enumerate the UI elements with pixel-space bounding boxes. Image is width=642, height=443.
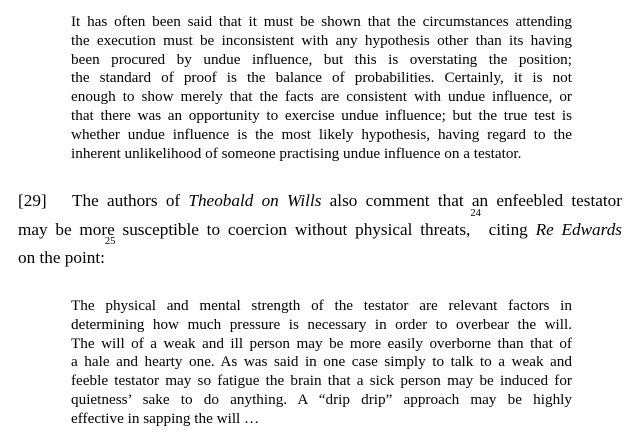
paragraph-number: [29]	[18, 191, 47, 210]
paragraph-text: on the point:	[18, 248, 105, 267]
paragraph-text: may be more susceptible to coercion without physical threats,	[18, 219, 471, 239]
quote-line: the execution must be inconsistent with any hypothesis other than its having	[71, 31, 572, 49]
paragraph-29	[18, 187, 622, 273]
paragraph-text: The authors of	[72, 191, 189, 210]
paragraph-line	[18, 187, 622, 216]
quote-line: It has often been said that it must be shown that the circumstances attending	[71, 13, 572, 30]
quote-line: feeble testator may so fatigue the brain that a sick person may be induced for	[71, 372, 572, 390]
quote-line: inherent unlikelihood of someone practising undue influence on a testator.	[71, 144, 522, 162]
quote-line: The physical and mental strength of the testator are relevant factors in	[71, 297, 572, 314]
quote-line: been procured by undue influence, but this is overstating the position;	[71, 50, 572, 68]
block-quote-standard-of-proof	[71, 13, 572, 163]
quote-line: quietness’ sake to do anything. A “drip drip” approach may be highly	[71, 390, 572, 408]
quote-line: determining how much pressure is necessary in order to overbear the will.	[71, 315, 572, 333]
footnote-ref-25[interactable]: 25	[104, 236, 116, 247]
quote-line: enough to show merely that the facts are consistent with undue influence, or	[71, 88, 572, 106]
footnote-ref-24[interactable]: 24	[470, 207, 481, 219]
case-name: Re Edwards	[535, 219, 622, 239]
book-title: Theobald on Wills	[188, 191, 322, 210]
quote-line: whether undue influence is the most likely hypothesis, having regard to the	[71, 125, 572, 143]
paragraph-line	[18, 236, 622, 273]
block-quote-physical-mental-strength	[71, 297, 572, 429]
paragraph-text: citing	[480, 219, 536, 239]
quote-line: that there was an opportunity to exercise undue influence; but the true test is	[71, 106, 572, 124]
quote-line: The will of a weak and ill person may be more easily overborne than that of	[71, 334, 572, 352]
quote-line: effective in sapping the will …	[71, 409, 260, 427]
quote-line: a hale and hearty one. As was said in one case simply to talk to a weak and	[71, 353, 572, 371]
paragraph-text: also comment that an enfeebled testator	[321, 191, 622, 210]
quote-line: the standard of proof is the balance of probabilities. Certainly, it is not	[71, 69, 572, 87]
